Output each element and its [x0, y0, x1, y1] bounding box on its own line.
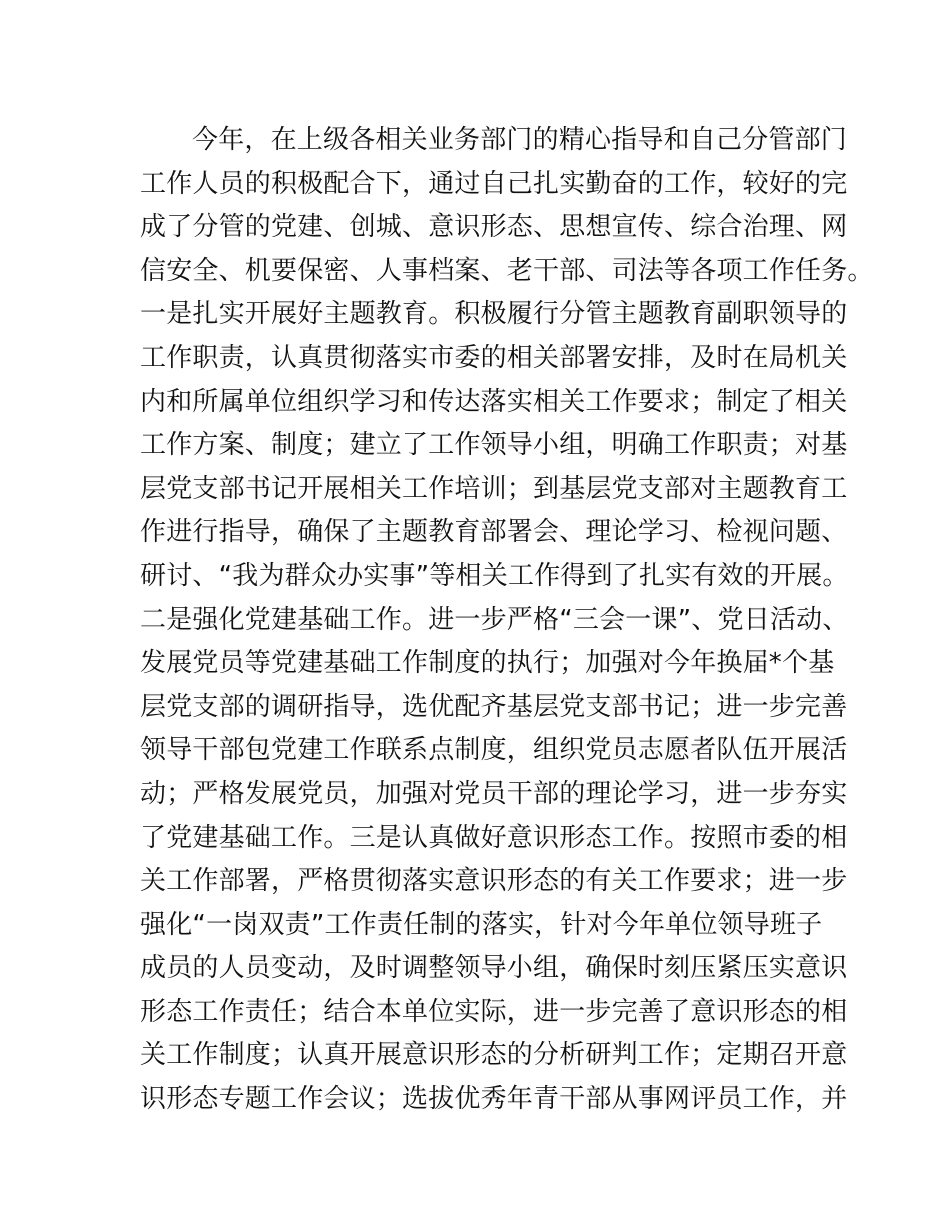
text-line: 工作人员的积极配合下，通过自己扎实勤奋的工作，较好的完 [140, 168, 848, 199]
text-line: 信安全、机要保密、人事档案、老干部、司法等各项工作任务。 [140, 255, 874, 286]
text-line: 形态工作责任；结合本单位实际，进一步完善了意识形态的相 [140, 996, 848, 1027]
text-line: 识形态专题工作会议；选拔优秀年青干部从事网评员工作，并 [140, 1084, 848, 1115]
text-line: 二是强化党建基础工作。进一步严格“三会一课”、党日活动、 [140, 604, 849, 635]
text-line: 工作方案、制度；建立了工作领导小组，明确工作职责；对基 [140, 430, 848, 461]
text-line: 内和所属单位组织学习和传达落实相关工作要求；制定了相关 [140, 386, 848, 417]
text-line: 关工作制度；认真开展意识形态的分析研判工作；定期召开意 [140, 1040, 848, 1071]
text-line: 研讨、“我为群众办实事”等相关工作得到了扎实有效的开展。 [140, 560, 849, 591]
text-line: 层党支部书记开展相关工作培训；到基层党支部对主题教育工 [140, 473, 848, 504]
text-line: 作进行指导，确保了主题教育部署会、理论学习、检视问题、 [140, 517, 848, 548]
text-line: 关工作部署，严格贯彻落实意识形态的有关工作要求；进一步 [140, 866, 848, 897]
text-line: 发展党员等党建基础工作制度的执行；加强对今年换届*个基 [140, 648, 835, 679]
text-line: 工作职责，认真贯彻落实市委的相关部署安排，及时在局机关 [140, 342, 848, 373]
body-paragraph [140, 119, 874, 1122]
text-line: 了党建基础工作。三是认真做好意识形态工作。按照市委的相 [140, 822, 848, 853]
text-line: 一是扎实开展好主题教育。积极履行分管主题教育副职领导的 [140, 299, 848, 330]
text-line: 强化“一岗双责”工作责任制的落实，针对今年单位领导班子 [140, 909, 823, 940]
text-line: 动；严格发展党员，加强对党员干部的理论学习，进一步夯实 [140, 778, 848, 809]
text-line: 层党支部的调研指导，选优配齐基层党支部书记；进一步完善 [140, 691, 848, 722]
text-line: 领导干部包党建工作联系点制度，组织党员志愿者队伍开展活 [140, 735, 848, 766]
text-line: 今年，在上级各相关业务部门的精心指导和自己分管部门 [192, 125, 848, 155]
text-line: 成员的人员变动，及时调整领导小组，确保时刻压紧压实意识 [140, 953, 848, 984]
text-line: 成了分管的党建、创城、意识形态、思想宣传、综合治理、网 [140, 212, 848, 243]
